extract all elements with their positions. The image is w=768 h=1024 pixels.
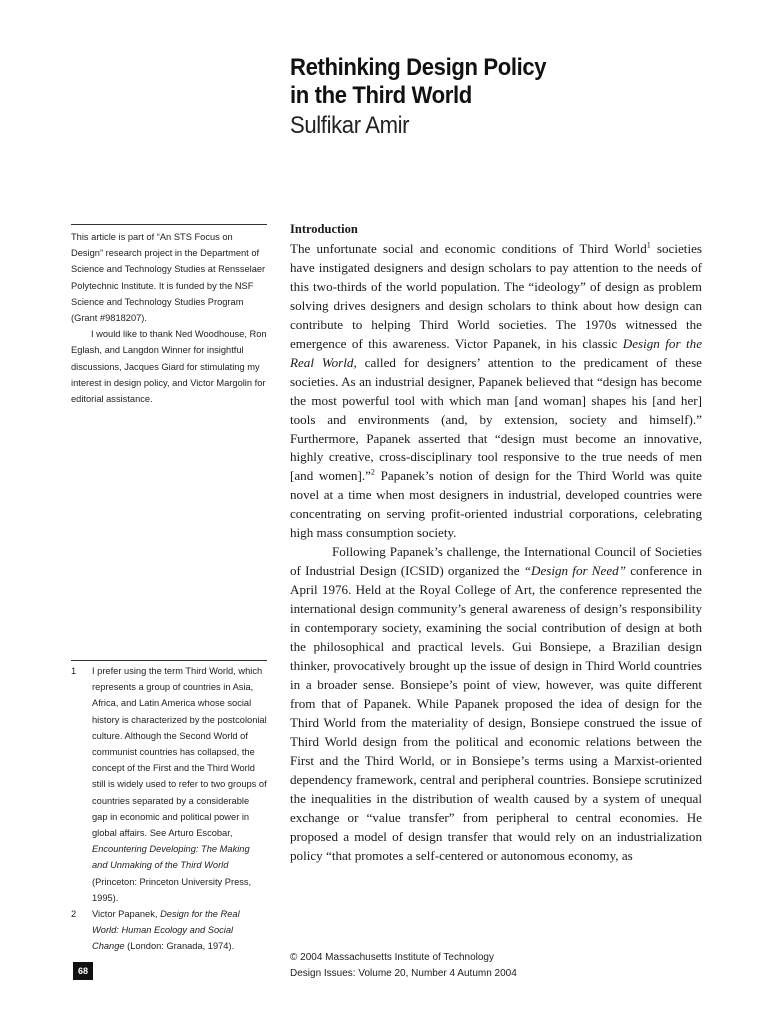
conference-title: “Design for Need”	[523, 563, 626, 579]
footnotes	[71, 660, 267, 955]
footnote-cited-title: Design for the Real World: Human Ecology and Social Change	[92, 909, 240, 952]
footnote-cited-title: Encountering Developing: The Making and Unmaking of the Third World	[92, 844, 250, 871]
body-text: conference in April 1976. Held at the Royal College of Art, the conference represented the international design community’s general awareness of design’s responsibility in contemporary society, examining the social contribution of design at both the philosophical and practical levels. Gui Bonsiepe, a Brazilian design thinker, provocatively brought up the issue of design in Third World countries in a broader sense. Bonsiepe’s point of view, however, was quite different from that of Papanek. While Papanek proposed the idea of design for the Third World from the materiality of design, Bonsiepe construed the issue of Third World design from the political and economic relations between the First and the Third World, or in Bonsiepe’s terms using a Marxist-oriented dependency framework, central and peripheral countries. Bonsiepe scrutinized the inequalities in the distribution of wealth caused by a system of unequal exchange or “value transfer” from peripheral to central economies. He proposed a model of design transfer that would rely on an industrialization policy “that promotes a self-centered or autonomous economy, as	[290, 563, 703, 863]
footnote-ref-2[interactable]: 2	[370, 468, 375, 478]
footnote-text-part: Victor Papanek,	[92, 909, 161, 920]
body-text: Papanek’s notion of design for the Third World was quite novel at a time when most designers in industrial, developed countries were concentrating on serving profit-oriented industrial corporations, celebrating high mass consumption society.	[290, 468, 702, 541]
footnote-number: 2	[71, 909, 77, 920]
main-column	[290, 221, 702, 865]
body-text: Following Papanek’s challenge, the International Council of Societies of Industrial Design (ICSID) organized the	[290, 544, 702, 579]
article-title-line-1: Rethinking Design Policy	[290, 54, 547, 81]
body-text: called for designers’ attention to the predicament of these societies. As an industrial designer, Papanek believed that “design has become the most powerful tool with which man [and woman] shapes his [and her] tools and environments (and, by extension, society and himself).” Furthermore, Papanek asserted that “design must become an innovative, highly creative, cross-disciplinary tool responsive to the true needs of men [and women].”	[290, 354, 702, 484]
footnote-number: 1	[71, 666, 77, 676]
body-text: The unfortunate social and economic conditions of Third World	[290, 241, 647, 256]
acknowledgement-note	[71, 224, 267, 407]
body-paragraph-1	[290, 240, 702, 543]
footnote-text-part: (Princeton: Princeton University Press, 1995).	[92, 876, 252, 903]
footnote-text	[92, 906, 267, 955]
acknowledgement-para-1: This article is part of “An STS Focus on Design” research project in the Department of Science and Technology Studies at Rensselaer Polytechnic Institute. It is funded by the NSF Science and Technology Studies Program (Grant #9818207).	[71, 232, 266, 324]
footnote-2	[71, 906, 267, 955]
page-number-badge: 68	[73, 962, 93, 980]
footnote-1	[71, 663, 267, 906]
cited-book-title: Design for the Real World,	[290, 335, 703, 370]
body-paragraph-2	[290, 543, 702, 865]
acknowledgement-para-2: I would like to thank Ned Woodhouse, Ron Eglash, and Langdon Winner for insightful discussions, Jacques Giard for stimulating my interest in design policy, and Victor Margolin for editorial assistance.	[71, 329, 267, 405]
article-header	[290, 54, 730, 142]
article-title-line-2: in the Third World	[290, 82, 472, 109]
footnote-ref-1[interactable]: 1	[646, 240, 651, 250]
article-author: Sulfikar Amir	[290, 112, 410, 139]
body-text: societies have instigated designers and design scholars to pay attention to the needs of this two-thirds of the world population. The “ideology” of design as problem solving drives designers and design scholars to think about how design can contribute to helping Third World societies. The 1970s witnessed the emergence of this awareness. Victor Papanek, in his classic	[290, 241, 702, 351]
section-heading: Introduction	[290, 222, 358, 236]
journal-citation: Design Issues: Volume 20, Number 4 Autumn 2004	[290, 968, 517, 979]
footnote-text	[92, 663, 267, 906]
footnote-text-part: (London: Granada, 1974).	[124, 941, 235, 952]
page-footer	[290, 950, 710, 982]
footnote-text-part: I prefer using the term Third World, which represents a group of countries in Asia, Africa, and Latin America whose social history is characterized by the postcolonial culture. Although the Second World of communist countries has collapsed, the concept of the First and the Third World still is widely used to refer to two groups of countries separated by a considerable gap in economic and political power in global affairs. See Arturo Escobar,	[92, 666, 267, 839]
copyright-line: © 2004 Massachusetts Institute of Technology	[290, 952, 494, 963]
